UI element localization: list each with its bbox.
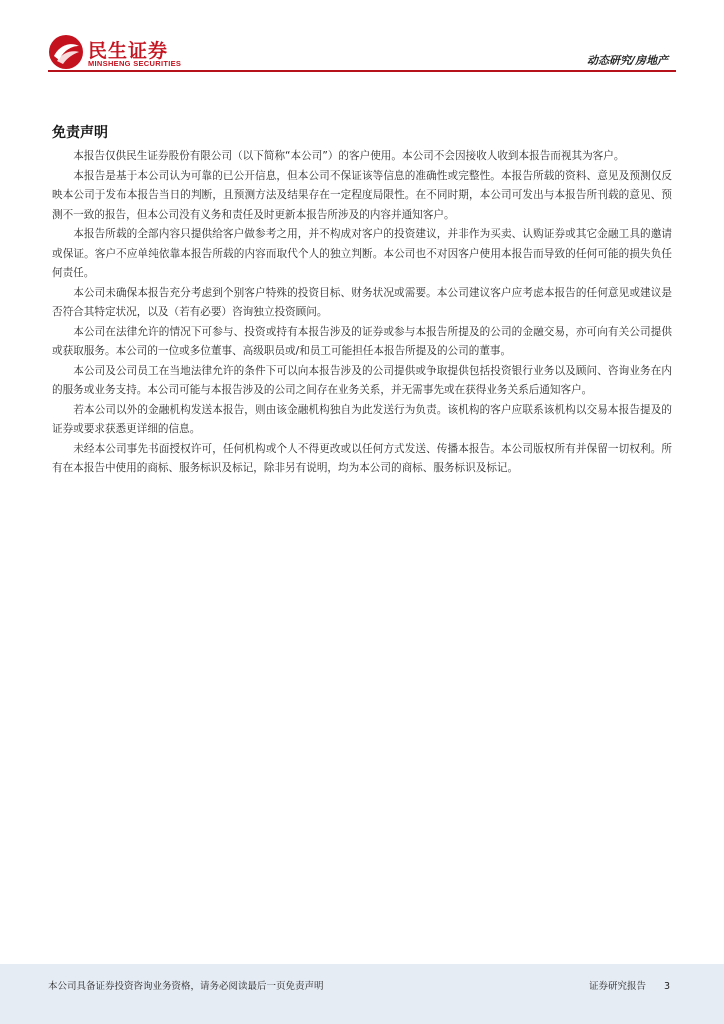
logo-chinese-name: 民生证券 — [88, 40, 169, 62]
disclaimer-body — [52, 147, 672, 479]
disclaimer-paragraph: 本报告是基于本公司认为可靠的已公开信息，但本公司不保证该等信息的准确性或完整性。本报告所载的资料、意见及预测仅反映本公司于发布本报告当日的判断，且预测方法及结果存在一定程度局限性。在不同时期，本公司可发出与本报告所刊载的意见、预测不一致的报告，但本公司没有义务和责任及时更新本报告所涉及的内容并通知客户。 — [52, 169, 672, 221]
disclaimer-paragraph: 本公司及公司员工在当地法律允许的条件下可以向本报告涉及的公司提供或争取提供包括投资银行业务以及顾问、咨询业务在内的服务或业务支持。本公司可能与本报告涉及的公司之间存在业务关系，并无需事先或在获得业务关系后通知客户。 — [52, 364, 672, 396]
report-type-label: 动态研究/房地产 — [586, 54, 668, 67]
disclaimer-paragraph: 本报告仅供民生证券股份有限公司（以下简称“本公司”）的客户使用。本公司不会因接收人收到本报告而视其为客户。 — [73, 150, 625, 162]
page-header — [0, 0, 724, 80]
disclaimer-paragraph: 本公司在法律允许的情况下可参与、投资或持有本报告涉及的证券或参与本报告所提及的公司的金融交易，亦可向有关公司提供或获取服务。本公司的一位或多位董事、高级职员或/和员工可能担任本报告所提及的公司的董事。 — [52, 325, 672, 357]
page-number: 3 — [663, 981, 670, 992]
disclaimer-paragraph: 本公司未确保本报告充分考虑到个别客户特殊的投资目标、财务状况或需要。本公司建议客户应考虑本报告的任何意见或建议是否符合其特定状况，以及（若有必要）咨询独立投资顾问。 — [52, 286, 672, 318]
header-divider — [48, 70, 676, 72]
minsheng-logo — [48, 34, 208, 74]
footer-doc-type: 证券研究报告 — [588, 981, 646, 992]
footer-right — [589, 978, 670, 992]
disclaimer-paragraph: 本报告所载的全部内容只提供给客户做参考之用，并不构成对客户的投资建议，并非作为买卖、认购证券或其它金融工具的邀请或保证。客户不应单纯依靠本报告所载的内容而取代个人的独立判断。本公司也不对因客户使用本报告而导致的任何可能的损失负任何责任。 — [52, 228, 672, 279]
footer-notice: 本公司具备证券投资咨询业务资格，请务必阅读最后一页免责声明 — [48, 981, 324, 992]
section-title: 免责声明 — [52, 125, 108, 141]
logo-emblem-icon — [48, 34, 84, 70]
logo-english-name: MINSHENG SECURITIES — [88, 59, 182, 68]
disclaimer-paragraph: 若本公司以外的金融机构发送本报告，则由该金融机构独自为此发送行为负责。该机构的客户应联系该机构以交易本报告提及的证券或要求获悉更详细的信息。 — [52, 403, 672, 435]
page-footer — [0, 964, 724, 1024]
disclaimer-paragraph: 未经本公司事先书面授权许可，任何机构或个人不得更改或以任何方式发送、传播本报告。本公司版权所有并保留一切权利。所有在本报告中使用的商标、服务标识及标记，除非另有说明，均为本公司的商标、服务标识及标记。 — [52, 442, 672, 474]
